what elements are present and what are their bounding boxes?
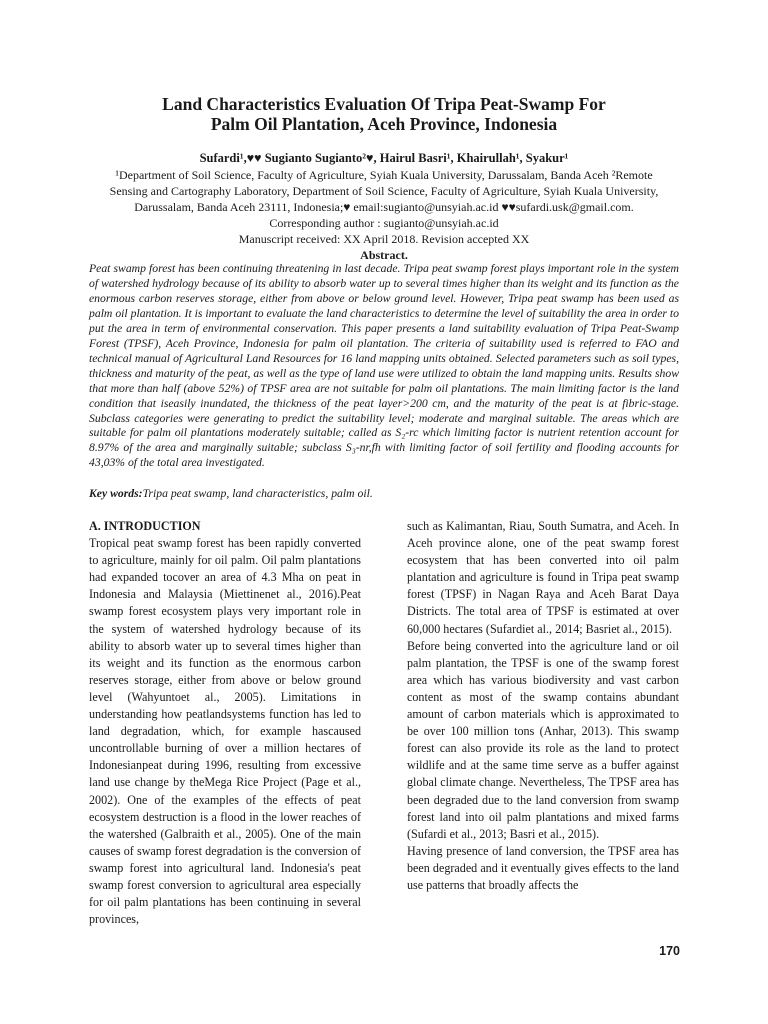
affiliation-line-3: Darussalam, Banda Aceh 23111, Indonesia;♥ email:sugianto@unsyiah.ac.id ♥♥sufardi.usk@gmail.com. <box>134 200 634 214</box>
corresponding-author: Corresponding author : sugianto@unsyiah.ac.id <box>269 216 499 230</box>
abstract-text: Peat swamp forest has been continuing threatening in last decade. Tripa peat swamp forest plays important role in the system of watershed hydrology because of its ability to absorb water up to several times higher than its weight and its function as the enormous carbon reserves storage, either from above or below ground level. However, Tripa peat swamp has been used as palm oil plantation. It is important to evaluate the land characteristics to determine the level of suitability the area in order to put the area in term of environmental conservation. This paper presents a land suitability evaluation of Tripa Peat-Swamp Forest (TPSF), Aceh Province, Indonesia for palm oil plantation. The criteria of suitability used is referred to FAO and technical manual of Agricultural Land Resources for 16 land mapping units obtained. Selected parameters such as soil types, thickness and maturity of the peat, as well as the type of land use were utilized to obtain the land mapping units. Results show that more than half (above 52%) of TPSF area are not suitable for palm oil plantations. The main limiting factor is the land condition that iseasily inundated, the thickness of the peat layer>200 cm, and the maturity of the peat is at fibric-stage. Subclass categories were generating to predict the suitability level; moderate and marginal suitable. The areas which are suitable for palm oil plantations moderately suitable; called as S₂-rc which limiting factor is nutrient retention account for 8.97% of the area and marginally suitable; subclass S₃-nr,fh with limiting factor of soil fertility and flooding accounts for 43,03% of the total area investigated. <box>89 262 679 470</box>
page-number: 170 <box>659 944 680 958</box>
intro-paragraph-1: Tropical peat swamp forest has been rapidly converted to agriculture, mainly for oil palm. Oil palm plantations had expanded tocover an area of 4.3 Mha on peat in Indonesia and Malaysia (Miettinenet al., 2016).Peat swamp forest ecosystem plays very important role in the system of watershed hydrology because of its ability to absorb water up to several times higher than its weight and its function as the enormous carbon reserves storage, either from above or below ground level (Wahyuntoet al., 2005). Limitations in understanding how peatlandsystems function has led to land degradation, which, for example hascaused uncontrollable burning of over a million hectares of Indonesianpeat during 1996, resulting from excessive land use change by theMega Rice Project (Page et al., 2002). One of the examples of the effects of peat ecosystem destruction is a flood in the lower reaches of the watershed (Galbraith et al., 2005). One of the main causes of swamp forest degradation is the conversion of swamp forest into agricultural land. Indonesia's peat swamp forest conversion to agricultural area especially for oil palm plantations has been continuing in several provinces, <box>89 536 361 927</box>
intro-paragraph-3: Before being converted into the agriculture land or oil palm plantation, the TPSF is one of the swamp forest area which has various biodiversity and vast carbon content as most of the swamp contains abundant amount of carbon materials which is approximated to be over 100 million tons (Anhar, 2013). This swamp forest can also provide its role as the land to protect wildlife and at the same time serve as a buffer against global climate change. Nevertheless, The TPSF area has been degraded due to the land conversion from swamp forest land into oil palm plantations and mixed farms (Sufardi et al., 2013; Basri et al., 2015). <box>407 638 679 841</box>
title-line-2: Palm Oil Plantation, Aceh Province, Indonesia <box>210 114 558 134</box>
keywords-text: Tripa peat swamp, land characteristics, palm oil. <box>142 487 373 500</box>
keywords <box>89 486 679 501</box>
section-heading-introduction: A. INTRODUCTION <box>89 519 201 533</box>
intro-paragraph-2: such as Kalimantan, Riau, South Sumatra, and Aceh. In Aceh province alone, one of the peat swamp forest ecosystem that has been converted into oil palm plantation and agriculture is found in Tripa peat swamp forest (TPSF) in Nagan Raya and Aceh Barat Daya Districts. The total area of TPSF is estimated at over 60,000 hectares (Sufardiet al., 2014; Basriet al., 2015). <box>407 519 679 636</box>
abstract-heading: Abstract. <box>360 248 408 262</box>
left-column <box>89 518 361 928</box>
author-list: Sufardi¹,♥♥ Sugianto Sugianto²♥, Hairul Basri¹, Khairullah¹, Syakur¹ <box>199 151 569 165</box>
keywords-label: Key words: <box>89 487 143 500</box>
manuscript-dates: Manuscript received: XX April 2018. Revision accepted XX <box>238 232 530 246</box>
affiliation-line-1: ¹Department of Soil Science, Faculty of Agriculture, Syiah Kuala University, Darussalam, Banda Aceh ²Remote <box>115 168 653 182</box>
title-line-1: Land Characteristics Evaluation Of Tripa Peat-Swamp For <box>162 94 606 114</box>
intro-paragraph-4: Having presence of land conversion, the TPSF area has been degraded and it eventually gives effects to the land use patterns that broadly affects the <box>407 843 679 892</box>
right-column <box>407 518 679 894</box>
paper-title <box>90 94 678 134</box>
affiliation-line-2: Sensing and Cartography Laboratory, Department of Soil Science, Faculty of Agriculture, Syiah Kuala University, <box>109 184 659 198</box>
affiliations <box>96 167 672 247</box>
